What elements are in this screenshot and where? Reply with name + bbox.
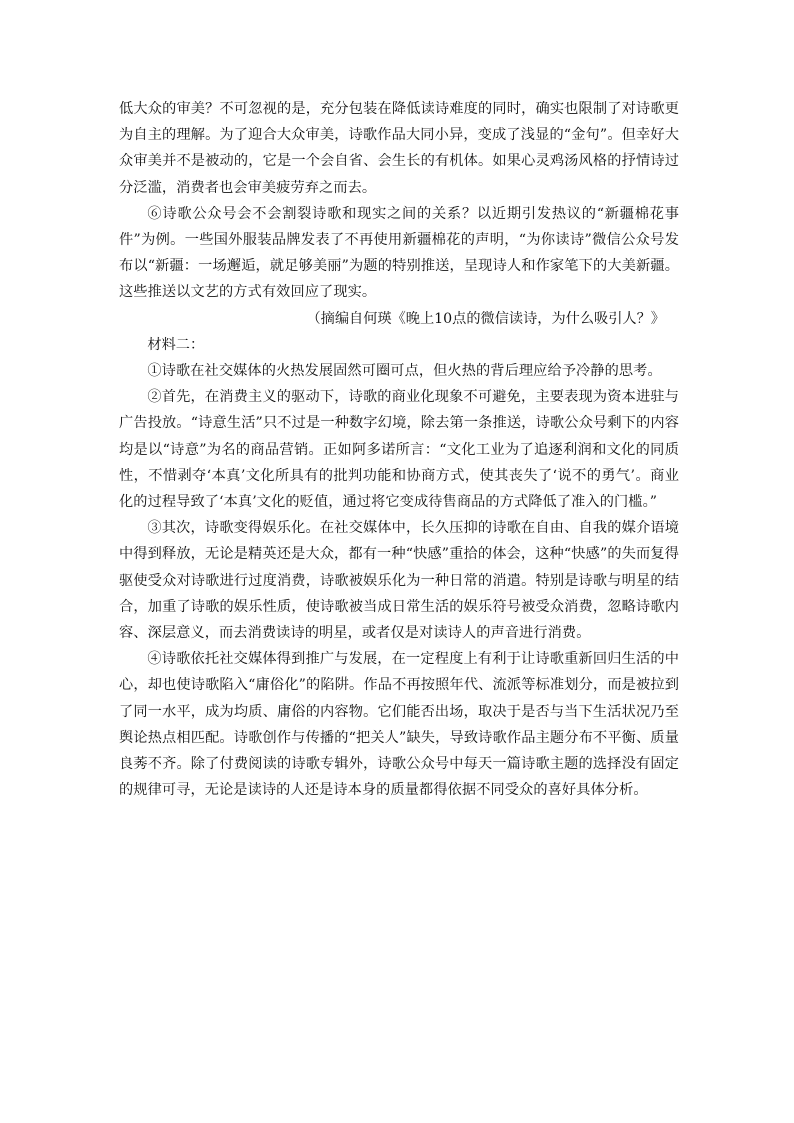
source-citation: （摘编自何瑛《晚上10点的微信读诗，为什么吸引人？》	[306, 310, 665, 327]
paragraph-2: ②首先，在消费主义的驱动下，诗歌的商业化现象不可避免，主要表现为资本进驻与广告投放。“诗意生活”只不过是一种数字幻境，除去第一条推送，诗歌公众号剩下的内容均是以“诗意”为名的商品营销。正如阿多诺所言：“文化工业为了追逐利润和文化的同质性，不惜剥夺‘本真’文化所具有的批判功能和协商方式，使其丧失了‘说不的勇气’。商业化的过程导致了‘本真’文化的贬值，通过将它变成待售商品的方式降低了准入的门槛。”	[119, 389, 679, 511]
paragraph-continued: 低大众的审美？不可忽视的是，充分包装在降低读诗难度的同时，确实也限制了对诗歌更为自主的理解。为了迎合大众审美，诗歌作品大同小异，变成了浅显的“金句”。但幸好大众审美并不是被动的，它是一个会自省、会生长的有机体。如果心灵鸡汤风格的抒情诗过分泛滥，消费者也会审美疲劳弃之而去。	[119, 101, 679, 196]
material-two-heading: 材料二：	[147, 336, 205, 353]
paragraph-4: ④诗歌依托社交媒体得到推广与发展，在一定程度上有利于让诗歌重新回归生活的中心，却也使诗歌陷入“庸俗化”的陷阱。作品不再按照年代、流派等标准划分，而是被拉到了同一水平，成为均质、庸俗的内容物。它们能否出场，取决于是否与当下生活状况乃至舆论热点相匹配。诗歌创作与传播的“把关人”缺失，导致诗歌作品主题分布不平衡、质量良莠不齐。除了付费阅读的诗歌专辑外，诗歌公众号中每天一篇诗歌主题的选择没有固定的规律可寻，无论是读诗的人还是诗本身的质量都得依据不同受众的喜好具体分析。	[119, 651, 679, 799]
paragraph-1: ①诗歌在社交媒体的火热发展固然可圈可点，但火热的背后理应给予冷静的思考。	[147, 363, 662, 380]
paragraph-6: ⑥诗歌公众号会不会割裂诗歌和现实之间的关系？以近期引发热议的“新疆棉花事件”为例。一些国外服装品牌发表了不再使用新疆棉花的声明，“为你读诗”微信公众号发布以“新疆：一场邂逅，就足够美丽”为题的特别推送，呈现诗人和作家笔下的大美新疆。这些推送以文艺的方式有效回应了现实。	[119, 205, 679, 301]
document-page	[119, 96, 679, 803]
paragraph-3: ③其次，诗歌变得娱乐化。在社交媒体中，长久压抑的诗歌在自由、自我的媒介语境中得到释放，无论是精英还是大众，都有一种“快感”重拾的体会，这种“快感”的失而复得驱使受众对诗歌进行过度消费，诗歌被娱乐化为一种日常的消遣。特别是诗歌与明星的结合，加重了诗歌的娱乐性质，使诗歌被当成日常生活的娱乐符号被受众消费，忽略诗歌内容、深层意义，而去消费读诗的明星，或者仅是对读诗人的声音进行消费。	[119, 520, 679, 642]
